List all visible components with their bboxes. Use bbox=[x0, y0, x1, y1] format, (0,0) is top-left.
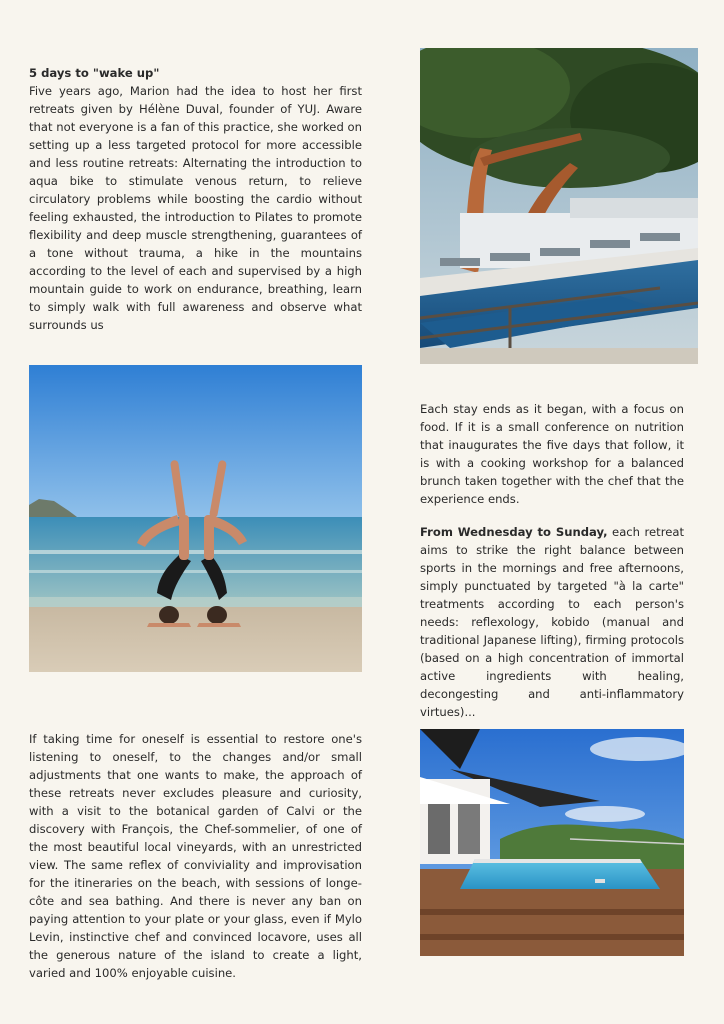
schedule-body: each retreat aims to strike the right balance between sports in the mornings and free afternoons, simply punctuated by targeted "à la carte" treatments according to each person's needs: reflexology, kobido (manual and traditional Japanese lifting), firming protocols (based on a high concentration of immortal active ingredients with healing, decongesting and anti-inflammatory virtues)... bbox=[420, 525, 684, 719]
food-body: Each stay ends as it began, with a focus on food. If it is a small conference on nutrition that inaugurates the five days that follow, it is with a cooking workshop for a balanced brunch taken together with the chef that the experience ends. bbox=[420, 402, 684, 506]
beach-yoga-photo bbox=[29, 365, 362, 672]
retreat-approach-text-block bbox=[29, 730, 362, 982]
intro-heading: 5 days to "wake up" bbox=[29, 66, 160, 80]
pool-pine-photo bbox=[420, 48, 698, 364]
retreat-approach-body: If taking time for oneself is essential to restore one's listening to oneself, to the changes and/or small adjustments that one wants to make, the approach of these retreats never excludes pleasure and curiosity, with a visit to the botanical garden of Calvi or the discovery with François, the Chef-sommelier, of one of the most beautiful local vineyards, with an unrestricted view. The same reflex of conviviality and improvisation for the itineraries on the beach, with sessions of longe-côte and sea bathing. And there is never any ban on paying attention to your plate or your glass, even if Mylo Levin, instinctive chef and convinced locavore, uses all the generous nature of the island to create a light, varied and 100% enjoyable cuisine. bbox=[29, 732, 362, 980]
intro-text-block bbox=[29, 64, 362, 334]
schedule-lead: From Wednesday to Sunday, bbox=[420, 525, 608, 539]
intro-body: Five years ago, Marion had the idea to host her first retreats given by Hélène Duval, founder of YUJ. Aware that not everyone is a fan of this practice, she worked on setting up a less targeted protocol for more accessible and less routine retreats: Alternating the introduction to aqua bike to stimulate venous return, to relieve circulatory problems while boosting the cardio without feeling exhausted, the introduction to Pilates to promote flexibility and deep muscle strengthening, guarantees of a tone without trauma, a hike in the mountains according to the level of each and supervised by a high mountain guide to work on endurance, breathing, learn to simply walk with full awareness and observe what surrounds us bbox=[29, 84, 362, 332]
food-text-block bbox=[420, 400, 684, 508]
villa-pool-photo bbox=[420, 729, 684, 956]
schedule-text-block bbox=[420, 523, 684, 721]
